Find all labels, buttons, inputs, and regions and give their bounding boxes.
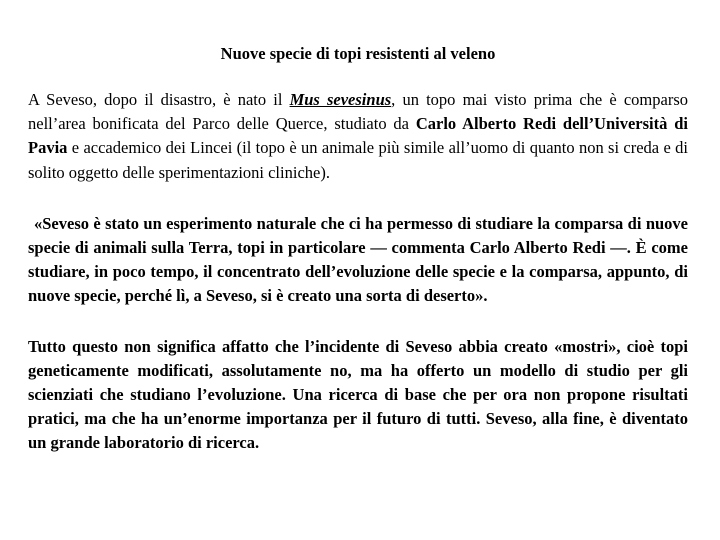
paragraph-intro-text-2: , un topo mai visto prima che è comparso nell’area bonificata del Parco delle Querce, studiato da [28,90,688,134]
paragraph-intro [28,88,688,185]
paragraph-quote: «Seveso è stato un esperimento naturale che ci ha permesso di studiare la comparsa di nuove specie di animali sulla Terra, topi in particolare — commenta Carlo Alberto Redi —. È come studiare, in poco tempo, il concentrato dell’evoluzione delle specie e la comparsa, appunto, di nuove specie, perché lì, a Seveso, si è creato una sorta di deserto». [28,213,688,306]
paragraph-conclusion: Tutto questo non significa affatto che l’incidente di Seveso abbia creato «mostri», cioè topi geneticamente modificati, assolutamente no, ma ha offerto un modello di studio per gli scienziati che studiano l’evoluzione. Una ricerca di base che per ora non propone risultati pratici, ma che ha un’enorme importanza per il futuro di tutti. Seveso, alla fine, è diventato un grande laboratorio di ricerca. [28,336,688,453]
document-title: Nuove specie di topi resistenti al veleno [220,44,496,63]
species-name: Mus sevesinus [289,90,392,109]
scientist-name: Carlo Alberto Redi dell’Università di Pavia [28,114,688,158]
document-page [28,42,688,456]
paragraph-intro-text-3: e accademico dei Lincei (il topo è un animale più simile all’uomo di quanto non si creda e di solito oggetto delle sperimentazioni cliniche). [28,138,688,182]
paragraph-intro-text-1: A Seveso, dopo il disastro, è nato il [28,90,290,109]
